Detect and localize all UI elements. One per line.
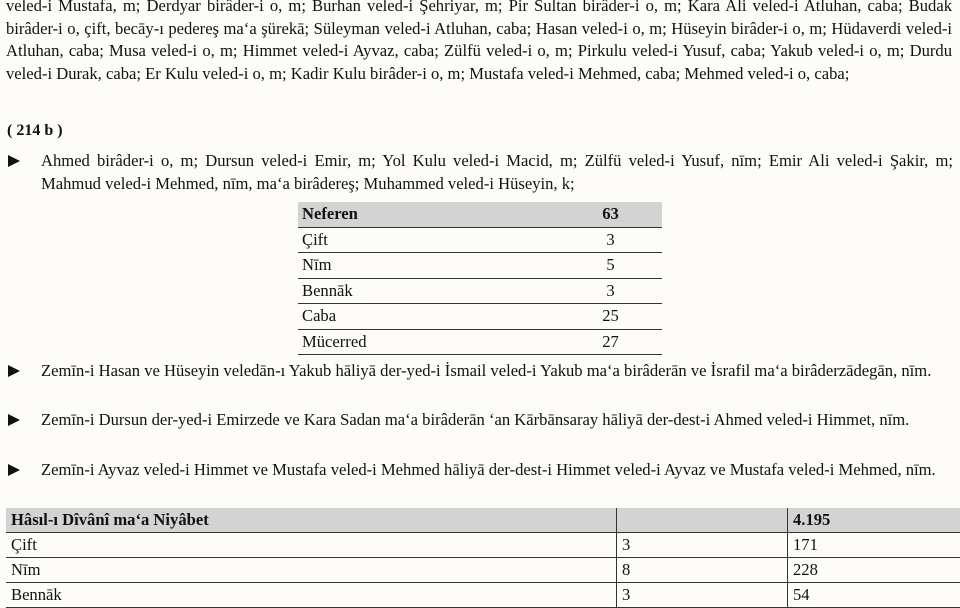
table-row — [6, 533, 960, 558]
table-row — [298, 227, 662, 253]
revenue-table — [6, 508, 960, 608]
table-header-value: 4.195 — [788, 508, 960, 533]
row-label: Bennāk — [6, 583, 617, 608]
row-label: Mücerred — [298, 329, 559, 355]
row-value: 27 — [559, 329, 662, 355]
folio-number: ( 214 b ) — [7, 121, 63, 141]
row-count: 3 — [617, 533, 788, 558]
table-row — [298, 329, 662, 355]
summary-table — [298, 202, 662, 355]
table-header-count — [617, 508, 788, 533]
row-label: Nīm — [298, 253, 559, 279]
row-value: 54 — [788, 583, 960, 608]
row-value: 3 — [559, 278, 662, 304]
row-label: Çift — [6, 533, 617, 558]
row-value: 228 — [788, 558, 960, 583]
table-header-row — [6, 508, 960, 533]
bullet-text: Zemīn-i Ayvaz veled-i Himmet ve Mustafa veled-i Mehmed hāliyā der-dest-i Himmet veled-i Ayvaz ve Mustafa veled-i Mehmed, nīm. — [41, 459, 953, 482]
row-value: 3 — [559, 227, 662, 253]
bullet-text: Zemīn-i Hasan ve Hüseyin veledān-ı Yakub hāliyā der-yed-i İsmail veled-i Yakub ma‘a birâderān ve İsrafil ma‘a birâderzādegān, nīm. — [41, 360, 953, 383]
table-header-label: Hâsıl-ı Dîvânî ma‘a Niyâbet — [6, 508, 617, 533]
table-row — [6, 583, 960, 608]
bullet-arrow-icon — [8, 464, 20, 476]
row-count: 8 — [617, 558, 788, 583]
row-count: 3 — [617, 583, 788, 608]
table-row — [298, 304, 662, 330]
row-value: 171 — [788, 533, 960, 558]
row-label: Caba — [298, 304, 559, 330]
row-label: Bennāk — [298, 278, 559, 304]
table-header-label: Neferen — [298, 202, 559, 227]
table-header-value: 63 — [559, 202, 662, 227]
table-row — [298, 253, 662, 279]
household-paragraph: veled-i Mustafa, m; Derdyar birâder-i o, m; Burhan veled-i Şehriyar, m; Pir Sultan birâder-i o, m; Kara Ali veled-i Atluhan, caba; Budak birâder-i o, çift, becāy-ı pedereş ma‘a şürekā; Süleyman veled-i Atluhan, caba; Hasan veled-i o, m; Hüseyin birâder-i o, m; Hüdaverdi veled-i Atluhan, caba; Musa veled-i o, m; Himmet veled-i Ayvaz, caba; Zülfü veled-i o, m; Pirkulu veled-i Yusuf, caba; Yakub veled-i o, m; Durdu veled-i Durak, caba; Er Kulu veled-i o, m; Kadir Kulu birâder-i o, m; Mustafa veled-i Mehmed, caba; Mehmed veled-i o, caba; — [6, 0, 952, 85]
bullet-arrow-icon — [8, 155, 20, 167]
bullet-arrow-icon — [8, 365, 20, 377]
bullet-arrow-icon — [8, 414, 20, 426]
table-row — [298, 278, 662, 304]
bullet-text: Zemīn-i Dursun der-yed-i Emirzede ve Kara Sadan ma‘a birâderān ‘an Kārbānsaray hāliyā der-dest-i Ahmed veled-i Himmet, nīm. — [41, 409, 953, 432]
row-label: Nīm — [6, 558, 617, 583]
table-row — [6, 558, 960, 583]
row-value: 25 — [559, 304, 662, 330]
table-header-row — [298, 202, 662, 227]
bullet-text: Ahmed birâder-i o, m; Dursun veled-i Emir, m; Yol Kulu veled-i Macid, m; Zülfü veled-i Yusuf, nīm; Emir Ali veled-i Şakir, m; Mahmud veled-i Mehmed, nīm, ma‘a birâdereş; Muhammed veled-i Hüseyin, k; — [41, 150, 953, 195]
row-value: 5 — [559, 253, 662, 279]
row-label: Çift — [298, 227, 559, 253]
